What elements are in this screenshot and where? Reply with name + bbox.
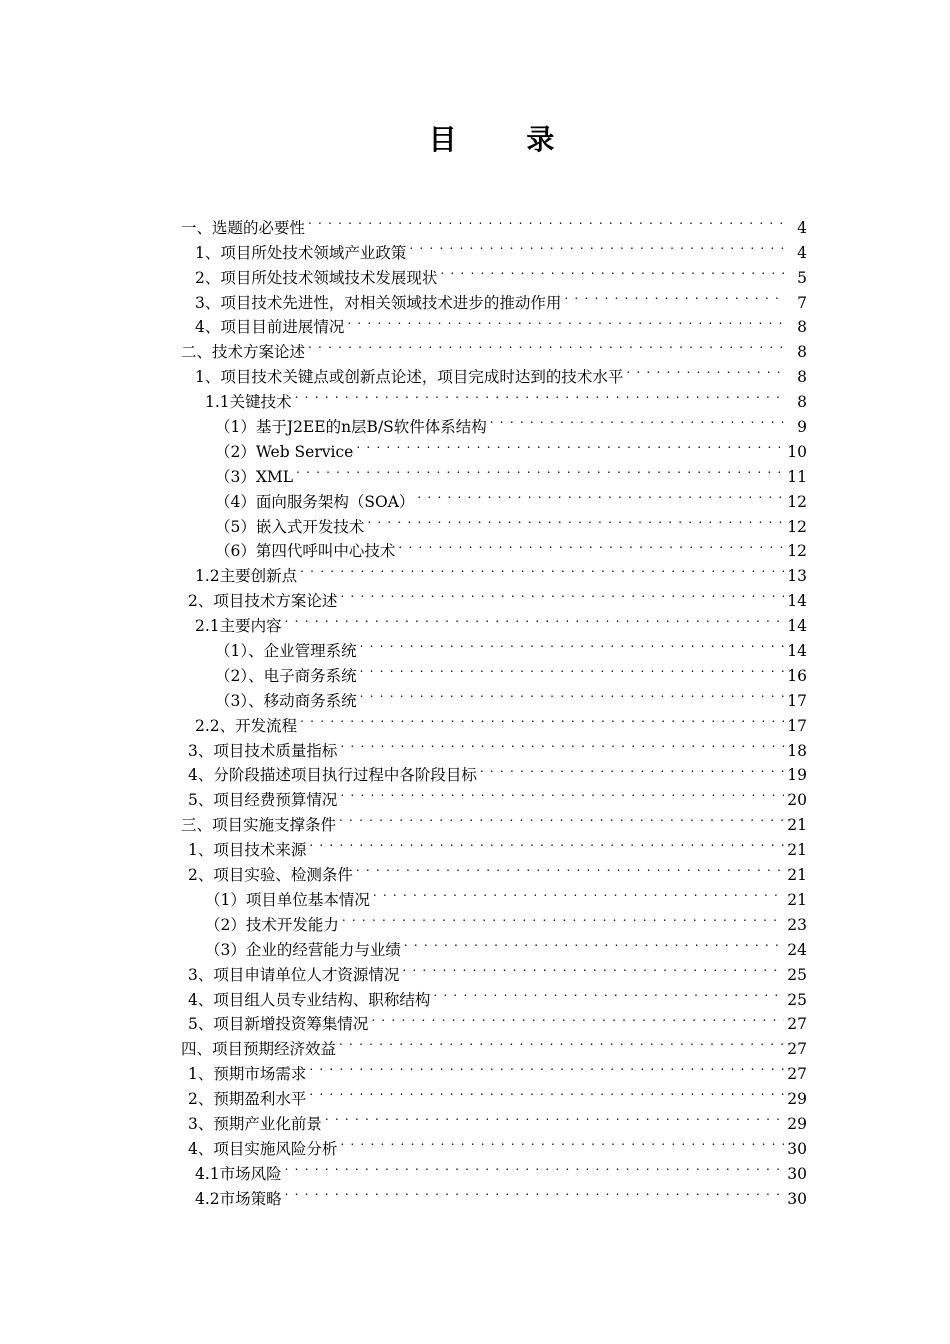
dot-leader xyxy=(480,756,784,781)
dot-leader xyxy=(340,780,784,805)
toc-entry-title: （1）、企业管理系统 xyxy=(215,642,357,661)
toc-entry-title: 3、项目技术先进性，对相关领域技术进步的推动作用 xyxy=(195,293,562,312)
toc-entry-title: 4、分阶段描述项目执行过程中各阶段目标 xyxy=(188,766,477,785)
dot-leader xyxy=(360,631,785,656)
dot-leader xyxy=(285,1179,785,1204)
toc-entry-title: 2、项目实验、检测条件 xyxy=(188,866,353,885)
toc-entry-page-number: 12 xyxy=(787,517,807,536)
toc-entry-page-number: 5 xyxy=(797,268,807,287)
dot-leader xyxy=(300,706,784,731)
toc-entry-title: 2.1主要内容 xyxy=(195,617,282,636)
toc-entry-page-number: 19 xyxy=(787,766,807,785)
toc-entry-page-number: 8 xyxy=(797,343,807,362)
toc-entry-page-number: 29 xyxy=(787,1090,807,1109)
dot-leader xyxy=(296,457,784,482)
dot-leader xyxy=(309,1079,784,1104)
toc-entry-page-number: 27 xyxy=(787,1040,807,1059)
dot-leader xyxy=(398,532,784,557)
toc-entry-title: （3）、移动商务系统 xyxy=(215,691,357,710)
toc-entry-title: 5、项目经费预算情况 xyxy=(188,791,338,810)
toc-title: 目 录 xyxy=(428,123,585,156)
toc-entry-page-number: 20 xyxy=(787,791,807,810)
toc-entry-title: 1、项目所处技术领域产业政策 xyxy=(195,243,407,262)
toc-entry-title: 1、预期市场需求 xyxy=(188,1065,307,1084)
toc-entry-title: （1）基于J2EE的n层B/S软件体系结构 xyxy=(215,418,487,437)
dot-leader xyxy=(367,507,784,532)
dot-leader xyxy=(309,830,784,855)
toc-entry-title: （4）面向服务架构（SOA） xyxy=(215,492,415,511)
dot-leader xyxy=(308,332,786,357)
dot-leader xyxy=(340,1129,784,1154)
toc-entry-page-number: 12 xyxy=(787,542,807,561)
toc-entry-page-number: 25 xyxy=(787,965,807,984)
dot-leader xyxy=(626,357,786,382)
toc-entry-title: 4、项目目前进展情况 xyxy=(195,318,345,337)
toc-entry-title: （1）项目单位基本情况 xyxy=(205,890,370,909)
dot-leader xyxy=(409,233,786,258)
toc-entry-page-number: 25 xyxy=(787,990,807,1009)
dot-leader xyxy=(360,656,785,681)
dot-leader xyxy=(356,855,784,880)
toc-entry-page-number: 21 xyxy=(787,816,807,835)
toc-entry-title: （5）嵌入式开发技术 xyxy=(215,517,365,536)
toc-entry-page-number: 12 xyxy=(787,492,807,511)
toc-entry-page-number: 18 xyxy=(787,741,807,760)
toc-entry-title: 四、项目预期经济效益 xyxy=(181,1040,337,1059)
dot-leader xyxy=(325,1104,784,1129)
toc-entry-title: 一、选题的必要性 xyxy=(181,218,306,237)
toc-entry-page-number: 17 xyxy=(787,716,807,735)
dot-leader xyxy=(373,880,784,905)
dot-leader xyxy=(285,1154,785,1179)
toc-entry-title: 1、项目技术关键点或创新点论述，项目完成时达到的技术水平 xyxy=(195,368,624,387)
toc-entry-page-number: 9 xyxy=(797,418,807,437)
toc-entry-page-number: 24 xyxy=(787,940,807,959)
dot-leader xyxy=(340,581,784,606)
toc-entry-page-number: 23 xyxy=(787,915,807,934)
toc-entry-title: 1、项目技术来源 xyxy=(188,841,307,860)
dot-leader xyxy=(309,1054,784,1079)
toc-entry-title: 3、项目申请单位人才资源情况 xyxy=(188,965,400,984)
toc-entry-title: （2）技术开发能力 xyxy=(205,915,339,934)
toc-entry-page-number: 13 xyxy=(787,567,807,586)
toc-entry-title: （6）第四代呼叫中心技术 xyxy=(215,542,396,561)
toc-entry-page-number: 4 xyxy=(797,243,807,262)
dot-leader xyxy=(402,955,784,980)
toc-entry-title: 4.2市场策略 xyxy=(195,1189,282,1208)
toc-entry-page-number: 27 xyxy=(787,1015,807,1034)
toc-entry-title: 二、技术方案论述 xyxy=(181,343,306,362)
toc-entry-title: 3、项目技术质量指标 xyxy=(188,741,338,760)
toc-entry-title: 2、项目所处技术领域技术发展现状 xyxy=(195,268,438,287)
toc-entry-title: 4、项目组人员专业结构、职称结构 xyxy=(188,990,431,1009)
dot-leader xyxy=(308,208,786,233)
toc-entry-page-number: 14 xyxy=(787,642,807,661)
dot-leader xyxy=(417,482,784,507)
dot-leader xyxy=(295,382,786,407)
toc-entry-title: （2）、电子商务系统 xyxy=(215,666,357,685)
table-of-contents xyxy=(181,208,807,1208)
toc-entry-page-number: 21 xyxy=(787,890,807,909)
dot-leader xyxy=(564,283,786,308)
toc-entry-title: 1.2主要创新点 xyxy=(195,567,298,586)
dot-leader xyxy=(360,681,785,706)
toc-entry-page-number: 11 xyxy=(787,467,807,486)
toc-entry-page-number: 14 xyxy=(787,592,807,611)
toc-entry-page-number: 30 xyxy=(787,1139,807,1158)
toc-entry-page-number: 21 xyxy=(787,866,807,885)
toc-entry-title: 4、项目实施风险分析 xyxy=(188,1139,338,1158)
dot-leader xyxy=(371,1005,784,1030)
dot-leader xyxy=(285,606,785,631)
toc-entry-page-number: 30 xyxy=(787,1189,807,1208)
toc-entry-title: 4.1市场风险 xyxy=(195,1164,282,1183)
dot-leader xyxy=(339,1029,784,1054)
dot-leader xyxy=(342,905,784,930)
toc-entry-title: 1.1关键技术 xyxy=(205,393,292,412)
dot-leader xyxy=(347,308,786,333)
toc-entry-title: （3）XML xyxy=(215,467,294,486)
toc-entry-page-number: 4 xyxy=(797,218,807,237)
toc-entry-page-number: 27 xyxy=(787,1065,807,1084)
toc-entry-page-number: 21 xyxy=(787,841,807,860)
toc-entry[interactable] xyxy=(181,208,807,237)
dot-leader xyxy=(356,432,784,457)
dot-leader xyxy=(433,980,784,1005)
dot-leader xyxy=(404,930,784,955)
toc-entry-title: 2.2、开发流程 xyxy=(195,716,298,735)
toc-entry-title: 3、预期产业化前景 xyxy=(188,1114,322,1133)
toc-entry-page-number: 29 xyxy=(787,1114,807,1133)
dot-leader xyxy=(490,407,786,432)
toc-entry-page-number: 16 xyxy=(787,666,807,685)
toc-entry-page-number: 30 xyxy=(787,1164,807,1183)
toc-entry-title: 2、项目技术方案论述 xyxy=(188,592,338,611)
toc-entry-page-number: 14 xyxy=(787,617,807,636)
toc-entry-title: 2、预期盈利水平 xyxy=(188,1090,307,1109)
toc-entry-title: 三、项目实施支撑条件 xyxy=(181,816,337,835)
toc-entry-page-number: 8 xyxy=(797,393,807,412)
toc-entry-page-number: 17 xyxy=(787,691,807,710)
toc-entry-title: 5、项目新增投资筹集情况 xyxy=(188,1015,369,1034)
toc-entry-page-number: 8 xyxy=(797,368,807,387)
toc-entry-title: （2）Web Service xyxy=(215,442,354,461)
toc-entry-title: （3）企业的经营能力与业绩 xyxy=(205,940,401,959)
dot-leader xyxy=(340,731,784,756)
toc-entry-page-number: 7 xyxy=(797,293,807,312)
dot-leader xyxy=(440,258,786,283)
toc-entry-page-number: 10 xyxy=(787,442,807,461)
toc-entry-page-number: 8 xyxy=(797,318,807,337)
dot-leader xyxy=(300,556,784,581)
dot-leader xyxy=(339,805,784,830)
